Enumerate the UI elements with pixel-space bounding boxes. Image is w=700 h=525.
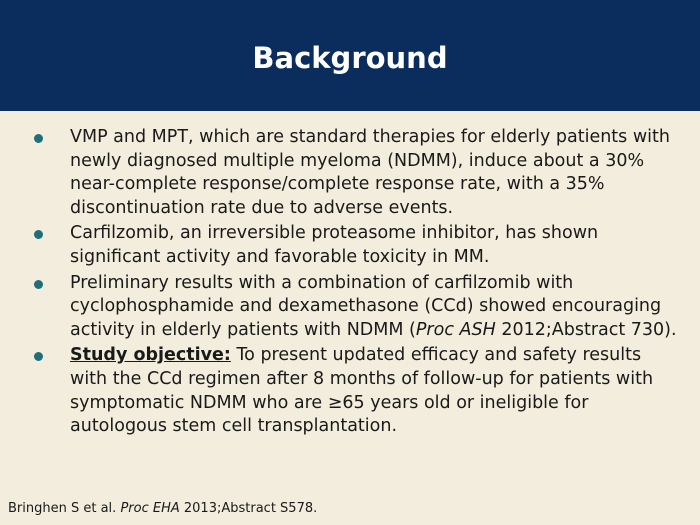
footer-citation [8,500,317,517]
bullet-dot-icon [34,280,43,289]
bullet-citation-rest: 2012;Abstract 730). [495,319,677,340]
bullet-item-objective [30,344,680,438]
bullet-text: Preliminary results with a combination of carfilzomib with cyclophosphamide and dexamethasone (CCd) showed encouraging activity in elderly patients with NDMM ( [70,272,662,340]
citation-details: 2013;Abstract S578. [179,501,318,516]
bullet-text: Carfilzomib, an irreversible proteasome inhibitor, has shown significant activity and favorable toxicity in MM. [70,223,599,267]
bullet-item-preliminary [30,272,680,343]
bullet-citation-journal: Proc ASH [415,319,496,340]
bullet-item-carfilzomib [30,222,680,269]
slide-title: Background [252,40,448,75]
citation-authors: Bringhen S et al. [8,501,121,516]
bullet-dot-icon [34,352,43,361]
bullet-text: VMP and MPT, which are standard therapies for elderly patients with newly diagnosed multiple myeloma (NDMM), induce about a 30% near-complete response/complete response rate, with a 35% discontinuation rate due to adverse events. [70,127,670,218]
slide-header [0,0,700,111]
bullet-dot-icon [34,134,43,143]
bullet-dot-icon [34,230,43,239]
bullet-text: To present updated efficacy and safety results with the CCd regimen after 8 months of follow-up for patients with symptomatic NDMM who are ≥65 years old or ineligible for autologous stem cell transplantation. [70,345,654,437]
study-objective-label: Study objective: [70,345,231,366]
bullet-item-therapies [30,126,680,220]
citation-journal: Proc EHA [120,501,180,516]
bullet-list [30,126,680,441]
